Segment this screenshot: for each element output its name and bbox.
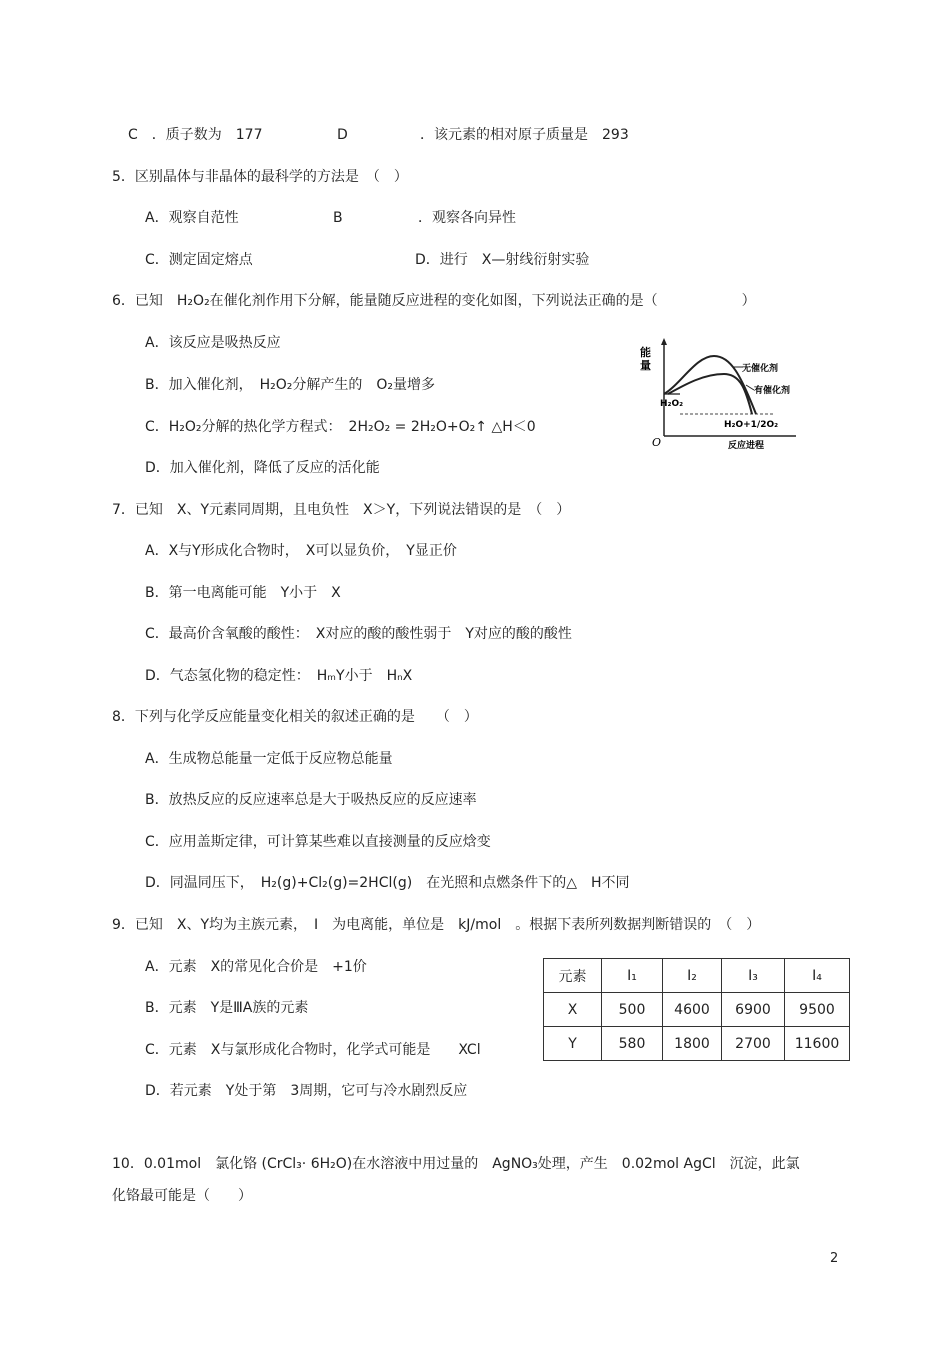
q8-option-d: D．同温同压下， H₂(g)+Cl₂(g)=2HCl(g) 在光照和点燃条件下的△ H不同 <box>145 875 630 891</box>
q7-option-b: B．第一电离能可能 Y小于 X <box>145 585 341 601</box>
y-axis-label-2: 量 <box>640 359 651 372</box>
q7-option-c: C．最高价含氧酸的酸性： X对应的酸的酸性弱于 Y对应的酸的酸性 <box>145 626 572 642</box>
q9-option-c: C．元素 X与氯形成化合物时，化学式可能是 XCl <box>145 1042 481 1058</box>
table-header-cell: 元素 <box>544 959 602 993</box>
curve1-label: 无催化剂 <box>742 364 779 374</box>
y-axis-arrow-icon <box>661 338 667 345</box>
q8-option-a: A．生成物总能量一定低于反应物总能量 <box>145 751 393 767</box>
q9-option-b: B．元素 Y是ⅢA族的元素 <box>145 1000 309 1016</box>
q5-option-b: ．观察各向异性 <box>418 210 516 226</box>
table-header-cell: I₃ <box>722 959 785 993</box>
origin-label: O <box>652 436 662 449</box>
q8-option-c: C．应用盖斯定律，可计算某些难以直接测量的反应焓变 <box>145 834 491 850</box>
reactant-label: H₂O₂ <box>660 399 684 409</box>
q4-option-d-label: D <box>337 127 348 143</box>
table-cell: 9500 <box>785 993 850 1027</box>
table-cell: X <box>544 993 602 1027</box>
curve2-pointer <box>746 385 754 390</box>
q5-option-d: D．进行 X—射线衍射实验 <box>415 252 590 268</box>
table-cell: 11600 <box>785 1027 850 1061</box>
q6-option-a: A．该反应是吸热反应 <box>145 335 281 351</box>
page-number: 2 <box>830 1251 839 1266</box>
q6-option-b: B．加入催化剂， H₂O₂分解产生的 O₂量增多 <box>145 377 436 393</box>
q10-line2: 化铬最可能是（ ） <box>112 1188 252 1204</box>
table-cell: 500 <box>602 993 663 1027</box>
ionization-energy-table <box>543 958 850 1061</box>
q6-option-d: D．加入催化剂，降低了反应的活化能 <box>145 460 380 476</box>
q6-option-c: C．H₂O₂分解的热化学方程式： 2H₂O₂ = 2H₂O+O₂↑ △H＜0 <box>145 419 536 435</box>
q5-option-c: C．测定固定熔点 <box>145 252 253 268</box>
q5-option-b-label: B <box>333 210 343 226</box>
q7-option-d: D．气态氢化物的稳定性： HₘY小于 HₙX <box>145 668 413 684</box>
q8-stem: 8．下列与化学反应能量变化相关的叙述正确的是 （ ） <box>112 709 478 725</box>
product-label: H₂O+1/2O₂ <box>724 420 779 430</box>
q7-stem: 7．已知 X、Y元素同周期，且电负性 X＞Y，下列说法错误的是 （ ） <box>112 502 571 518</box>
table-cell: Y <box>544 1027 602 1061</box>
table-header-cell: I₂ <box>663 959 722 993</box>
q7-option-a: A．X与Y形成化合物时， X可以显负价， Y显正价 <box>145 543 457 559</box>
table-cell: 1800 <box>663 1027 722 1061</box>
q9-stem: 9．已知 X、Y均为主族元素， I 为电离能，单位是 kJ/mol 。根据下表所列数据判断错误的 （ ） <box>112 917 761 933</box>
table-header-row <box>544 959 850 993</box>
y-axis-label-1: 能 <box>640 346 651 359</box>
table-header-cell: I₄ <box>785 959 850 993</box>
table-cell: 6900 <box>722 993 785 1027</box>
q9-option-a: A．元素 X的常见化合价是 +1价 <box>145 959 367 975</box>
q10-line1: 10．0.01mol 氯化铬 (CrCl₃· 6H₂O)在水溶液中用过量的 AgNO₃处理，产生 0.02mol AgCl 沉淀，此氯 <box>112 1156 800 1172</box>
table-cell: 4600 <box>663 993 722 1027</box>
q9-option-d: D．若元素 Y处于第 3周期，它可与冷水剧烈反应 <box>145 1083 468 1099</box>
x-axis-label: 反应进程 <box>728 441 765 451</box>
table-cell: 580 <box>602 1027 663 1061</box>
table-row <box>544 1027 850 1061</box>
q4-option-d: ．该元素的相对原子质量是 293 <box>420 127 629 143</box>
q5-option-a: A．观察自范性 <box>145 210 239 226</box>
table-row <box>544 993 850 1027</box>
table-cell: 2700 <box>722 1027 785 1061</box>
q6-stem: 6．已知 H₂O₂在催化剂作用下分解，能量随反应进程的变化如图，下列说法正确的是（ ） <box>112 293 756 309</box>
q8-option-b: B．放热反应的反应速率总是大于吸热反应的反应速率 <box>145 792 477 808</box>
q5-stem: 5．区别晶体与非晶体的最科学的方法是 （ ） <box>112 169 408 185</box>
curve2-label: 有催化剂 <box>754 386 791 396</box>
energy-diagram <box>636 336 816 454</box>
q4-option-c: C ．质子数为 177 <box>128 127 263 143</box>
table-header-cell: I₁ <box>602 959 663 993</box>
